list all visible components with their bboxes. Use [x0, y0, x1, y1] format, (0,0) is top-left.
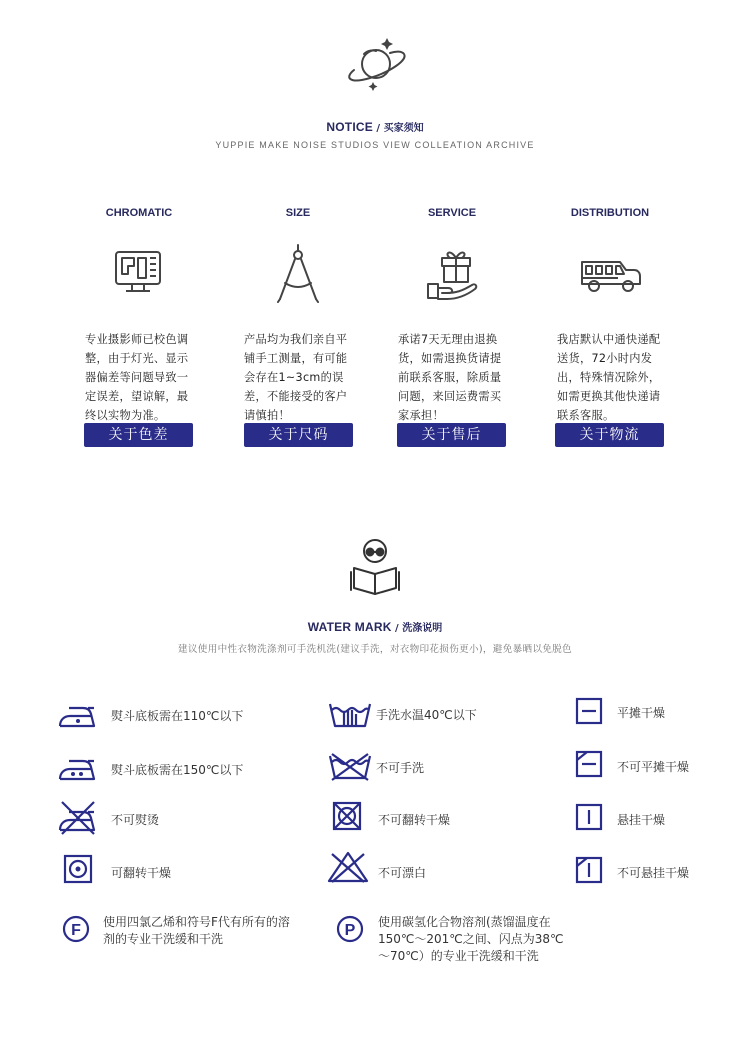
compass-icon — [273, 243, 323, 303]
no-dry-flat-icon — [575, 750, 603, 778]
monitor-icon — [112, 248, 164, 298]
distribution-heading: DISTRIBUTION — [570, 207, 650, 219]
watermark-subtitle: 建议使用中性衣物洗涤剂可手洗机洗(建议手洗，对衣物印花损伤更小)，避免暴晒以免脱色 — [178, 644, 572, 655]
care-label-line-dry: 悬挂干燥 — [617, 813, 666, 827]
size-text: 产品均为我们亲自平 铺手工测量，有可能 会存在1~3cm的误 差，不能接受的客户 请慎拍！ — [244, 333, 348, 422]
care-label-tumble-dry: 可翻转干燥 — [111, 866, 172, 880]
dryclean-f-icon — [62, 915, 90, 943]
care-label-iron-150: 熨斗底板需在150℃以下 — [111, 763, 244, 777]
dryclean-f-letter: F — [71, 922, 81, 939]
iron-two-dots-icon — [58, 753, 98, 783]
notice-title: NOTICE — [326, 120, 373, 134]
no-iron-icon — [58, 800, 98, 836]
hand-wash-icon — [328, 698, 372, 730]
watermark-heading — [0, 616, 750, 635]
service-text: 承诺7天无理由退换 货，如需退换货请提 前联系客服，除质量 问题，来回运费需买 家承担！ — [398, 333, 502, 422]
size-button[interactable]: 关于尺码 — [244, 423, 353, 447]
no-line-dry-icon — [575, 856, 603, 884]
bus-icon — [578, 256, 642, 296]
notice-subtitle: YUPPIE MAKE NOISE STUDIOS VIEW COLLEATION ARCHIVE — [215, 140, 535, 150]
chromatic-heading: CHROMATIC — [105, 207, 173, 219]
dryclean-p-letter: P — [344, 922, 356, 939]
watermark-title-sub: / 洗涤说明 — [391, 623, 443, 634]
chromatic-text: 专业摄影师已校色调 整，由于灯光、显示 器偏差等问题导致一 定误差，望谅解，最 终以实物为准。 — [85, 333, 189, 422]
care-label-no-hand-wash: 不可手洗 — [376, 761, 425, 775]
care-label-no-tumble-dry: 不可翻转干燥 — [378, 813, 451, 827]
iron-one-dot-icon — [58, 700, 98, 730]
service-heading: SERVICE — [427, 207, 477, 219]
no-hand-wash-icon — [328, 752, 372, 782]
care-label-iron-110: 熨斗底板需在110℃以下 — [111, 709, 244, 723]
size-heading: SIZE — [285, 207, 311, 219]
tumble-dry-icon — [63, 854, 93, 884]
dryclean-p-icon — [336, 915, 364, 943]
care-label-no-iron: 不可熨烫 — [111, 813, 160, 827]
chromatic-button[interactable]: 关于色差 — [84, 423, 193, 447]
watermark-title: WATER MARK — [307, 620, 392, 634]
care-label-hand-wash: 手洗水温40℃以下 — [376, 708, 477, 722]
care-label-no-line-dry: 不可悬挂干燥 — [617, 866, 690, 880]
distribution-text: 我店默认中通快递配 送货，72小时内发 出，特殊情况除外， 如需更换其他快递请 联系客服。 — [557, 333, 661, 422]
dry-flat-icon — [575, 697, 603, 725]
no-bleach-icon — [326, 850, 370, 884]
service-button[interactable]: 关于售后 — [397, 423, 506, 447]
no-tumble-dry-icon — [332, 801, 362, 831]
dryclean-f-text: 使用四氯乙烯和符号F代有所有的溶 剂的专业干洗缓和干洗 — [103, 915, 290, 946]
gift-hand-icon — [424, 244, 480, 302]
line-dry-icon — [575, 803, 603, 831]
notice-title-sub: / 买家须知 — [372, 123, 424, 134]
care-label-no-dry-flat: 不可平摊干燥 — [617, 760, 690, 774]
notice-heading — [0, 116, 750, 135]
planet-icon — [340, 32, 414, 100]
reader-icon — [350, 536, 400, 596]
care-label-no-bleach: 不可漂白 — [378, 866, 427, 880]
dryclean-p-text: 使用碳氢化合物溶剂(蒸馏温度在 150℃～201℃之间、闪点为38℃ ～70℃）的专业干洗缓和干洗 — [378, 915, 564, 963]
care-label-dry-flat: 平摊干燥 — [617, 706, 666, 720]
distribution-button[interactable]: 关于物流 — [555, 423, 664, 447]
